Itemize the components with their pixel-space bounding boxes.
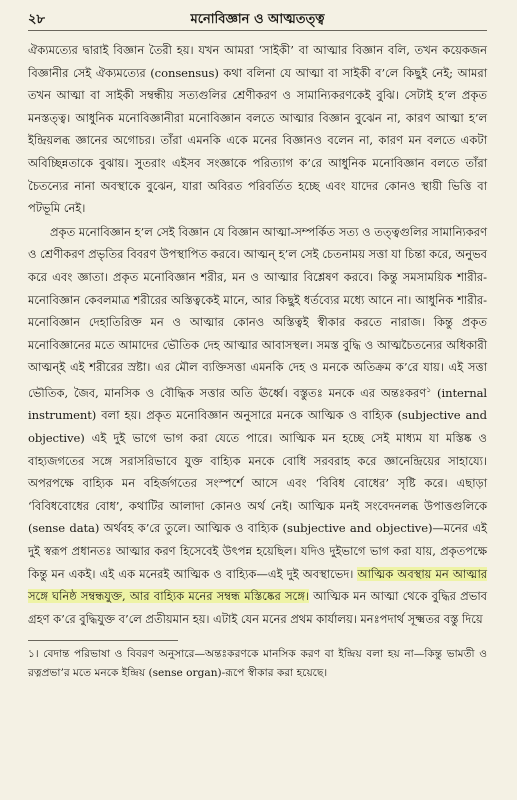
- footnote-divider: [28, 640, 178, 641]
- running-title: মনোবিজ্ঞান ও আত্মতত্ত্ব: [190, 12, 325, 27]
- text-run: আত্মিক মন আত্মা থেকে বুদ্ধির প্রভাব গ্রহণ ক’রে বুদ্ধিযুক্ত ব’লে প্রতীয়মান হয়। এটাই যেন মনের প্রথম কার্যালয়। মনঃপদার্থ সূক্ষ্মতর বস্তু দিয়ে: [28, 589, 487, 626]
- text-run: (internal instrument) বলা হয়। প্রকৃত মনোবিজ্ঞান অনুসারে মনকে আত্মিক ও বাহ্যিক (subjective and objective) এই দুই ভাগে ভাগ করা যেতে পারে। আত্মিক মন হচ্ছে সেই মাধ্যম যা মস্তিষ্ক ও বাহ্যজগতের সঙ্গে সরাসরিভাবে যুক্ত বাহ্যিক মনকে বোধি সরবরাহ করে জ্ঞানেন্দ্রিয়ের সাহায্যে। অপরপক্ষে বাহ্যিক মন বহির্জগতের সংস্পর্শে আসে এবং ‘বিবিধ বোধের’ সৃষ্টি করে। এছাড়া ‘বিবিধবোধের বোধ’, কথাটির আলাদা কোনও অর্থ নেই। আত্মিক মনই সংবেদনলব্ধ উপাত্তগুলিকে (sense data) অর্থবহ ক’রে তুলে। আত্মিক ও বাহ্যিক (subjective and objective)—মনের এই দুই স্বরূপ প্রধানতঃ আত্মার করণ হিসেবেই উৎপন্ন হয়েছিল। যদিও দুইভাগে ভাগ করা যায়, প্রকৃতপক্ষে কিন্তু মন একই। এই এক মনেরই আত্মিক ও বাহ্যিক—এই দুই অবস্থাভেদ।: [28, 385, 487, 581]
- highlighted-text: আত্মিক অবস্থায় মন আত্মার সঙ্গে ঘনিষ্ঠ সম্বন্ধযুক্ত, আর বাহ্যিক মনের সম্বন্ধ মস্তিষ্কের সঙ্গে।: [28, 566, 487, 604]
- page-number: ২৮: [28, 12, 45, 27]
- body-text: [28, 39, 487, 630]
- footnote-marker: ১: [426, 384, 432, 394]
- text-run: ঐক্যমত্যের দ্বারাই বিজ্ঞান তৈরী হয়। যখন আমরা ‘সাইকী’ বা আত্মার বিজ্ঞান বলি, তখন কয়েকজন বিজ্ঞানীর সেই ঐক্যমত্যের (consensus) কথা বলিনা যে আত্মা বা সাইকী ব’লে কিছুই নেই; আমরা তখন আত্মা বা সাইকী সম্বন্ধীয় সত্যগুলির শ্রেণীকরণ ও সামান্যিকরণকেই বুঝি। সেটাই হ’ল প্রকৃত মনস্তত্ত্ব। আধুনিক মনোবিজ্ঞানীরা মনোবিজ্ঞান বলতে আত্মার বিজ্ঞান বুঝেন না, কারণ আত্মা হ’ল ইন্দ্রিয়লব্ধ জ্ঞানের অগোচর। তাঁরা এমনকি একে মনের বিজ্ঞানও বলেন না, কারণ মন বলতে একটা অবিচ্ছিন্নতাকে বুঝায়। সুতরাং এইসব সংজ্ঞাকে পরিত্যাগ ক’রে আধুনিক মনোবিজ্ঞান বলতে তাঁরা চৈতন্যের নানা অবস্থাকে বুঝেন, যারা অবিরত পরিবর্তিত হচ্ছে এবং যাদের কোনও স্থায়ী ভিত্তি বা পটভূমি নেই।: [28, 43, 487, 216]
- footnote: ১। বেদান্ত পরিভাষা ও বিবরণ অনুসারে—অন্তঃকরণকে মানসিক করণ বা ইন্দ্রিয় বলা হয় না—কিন্তু ভামতী ও রত্নপ্রভা’র মতে মনকে ইন্দ্রিয় (sense organ)-রূপে স্বীকার করা হয়েছে।: [28, 648, 487, 680]
- page-header: [28, 8, 487, 31]
- text-run: প্রকৃত মনোবিজ্ঞান হ’ল সেই বিজ্ঞান যে বিজ্ঞান আত্মা-সম্পর্কিত সত্য ও তত্ত্বগুলির সামান্যিকরণ ও শ্রেণীকরণ প্রভৃতির বিবরণ উপস্থাপিত করবে। আত্মন্ হ’ল সেই চেতনাময় সত্তা যা চিন্তা করে, অনুভব করে এবং জ্ঞাতা। প্রকৃত মনোবিজ্ঞান শরীর, মন ও আত্মার বিশ্লেষণ করবে। কিন্তু সমসাময়িক শারীর-মনোবিজ্ঞান কেবলমাত্র শরীরের অস্তিত্বকেই মানে, আর কিছুই ধর্তব্যের মধ্যে আনে না। আধুনিক শারীর-মনোবিজ্ঞান দেহাতিরিক্ত মন ও আত্মার কোনও অস্তিত্বই স্বীকার করতে নারাজ। কিন্তু প্রকৃত মনোবিজ্ঞানের মতে আমাদের ভৌতিক দেহ আত্মার আবাসস্থল। সমস্ত বুদ্ধি ও আত্মচৈতন্যের অধিকারী আত্মন্ই এই শরীরের স্রষ্টা। এর মৌল ব্যক্তিসত্তা এমনকি দেহ ও মনকে অতিক্রম ক’রে যায়। এই সত্তা ভৌতিক, জৈব, মানসিক ও বৌদ্ধিক সত্তার অতি ঊর্ধ্বে। বস্তুতঃ মনকে এর অন্তঃকরণ: [28, 224, 487, 400]
- paragraph: [28, 221, 487, 631]
- paragraph: [28, 39, 487, 220]
